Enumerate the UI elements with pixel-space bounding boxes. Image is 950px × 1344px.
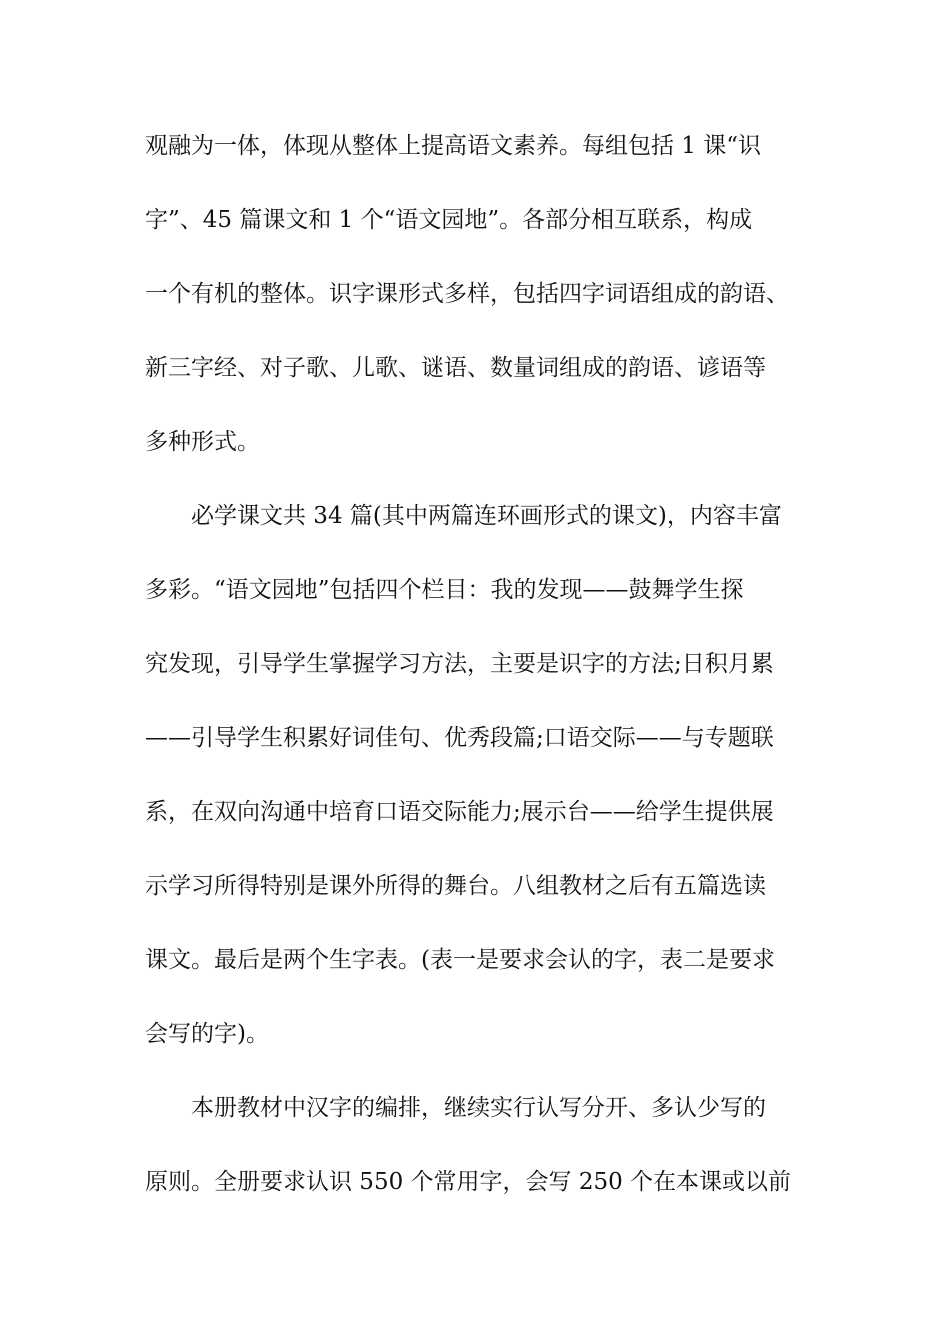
text-line: 观融为一体，体现从整体上提高语文素养。每组包括 1 课“识 xyxy=(145,133,762,159)
text-line: 一个有机的整体。识字课形式多样，包括四字词语组成的韵语、 xyxy=(145,281,789,307)
text-line: 多彩。“语文园地”包括四个栏目：我的发现——鼓舞学生探 xyxy=(145,577,744,603)
text-line: 示学习所得特别是课外所得的舞台。八组教材之后有五篇选读 xyxy=(145,873,766,899)
text-line: 系，在双向沟通中培育口语交际能力;展示台——给学生提供展 xyxy=(145,799,774,825)
text-line: 本册教材中汉字的编排，继续实行认写分开、多认少写的 xyxy=(191,1095,766,1121)
text-line: 会写的字)。 xyxy=(145,1021,269,1047)
text-line: 课文。最后是两个生字表。(表一是要求会认的字，表二是要求 xyxy=(145,947,775,973)
text-line: ——引导学生积累好词佳句、优秀段篇;口语交际——与专题联 xyxy=(145,725,774,751)
text-line: 究发现，引导学生掌握学习方法，主要是识字的方法;日积月累 xyxy=(145,651,774,677)
text-line: 原则。全册要求认识 550 个常用字，会写 250 个在本课或以前 xyxy=(145,1169,792,1195)
text-line: 必学课文共 34 篇(其中两篇连环画形式的课文)，内容丰富 xyxy=(191,503,782,529)
text-line: 字”、45 篇课文和 1 个“语文园地”。各部分相互联系，构成 xyxy=(145,207,753,233)
text-line: 新三字经、对子歌、儿歌、谜语、数量词组成的韵语、谚语等 xyxy=(145,355,766,381)
text-line: 多种形式。 xyxy=(145,429,260,455)
